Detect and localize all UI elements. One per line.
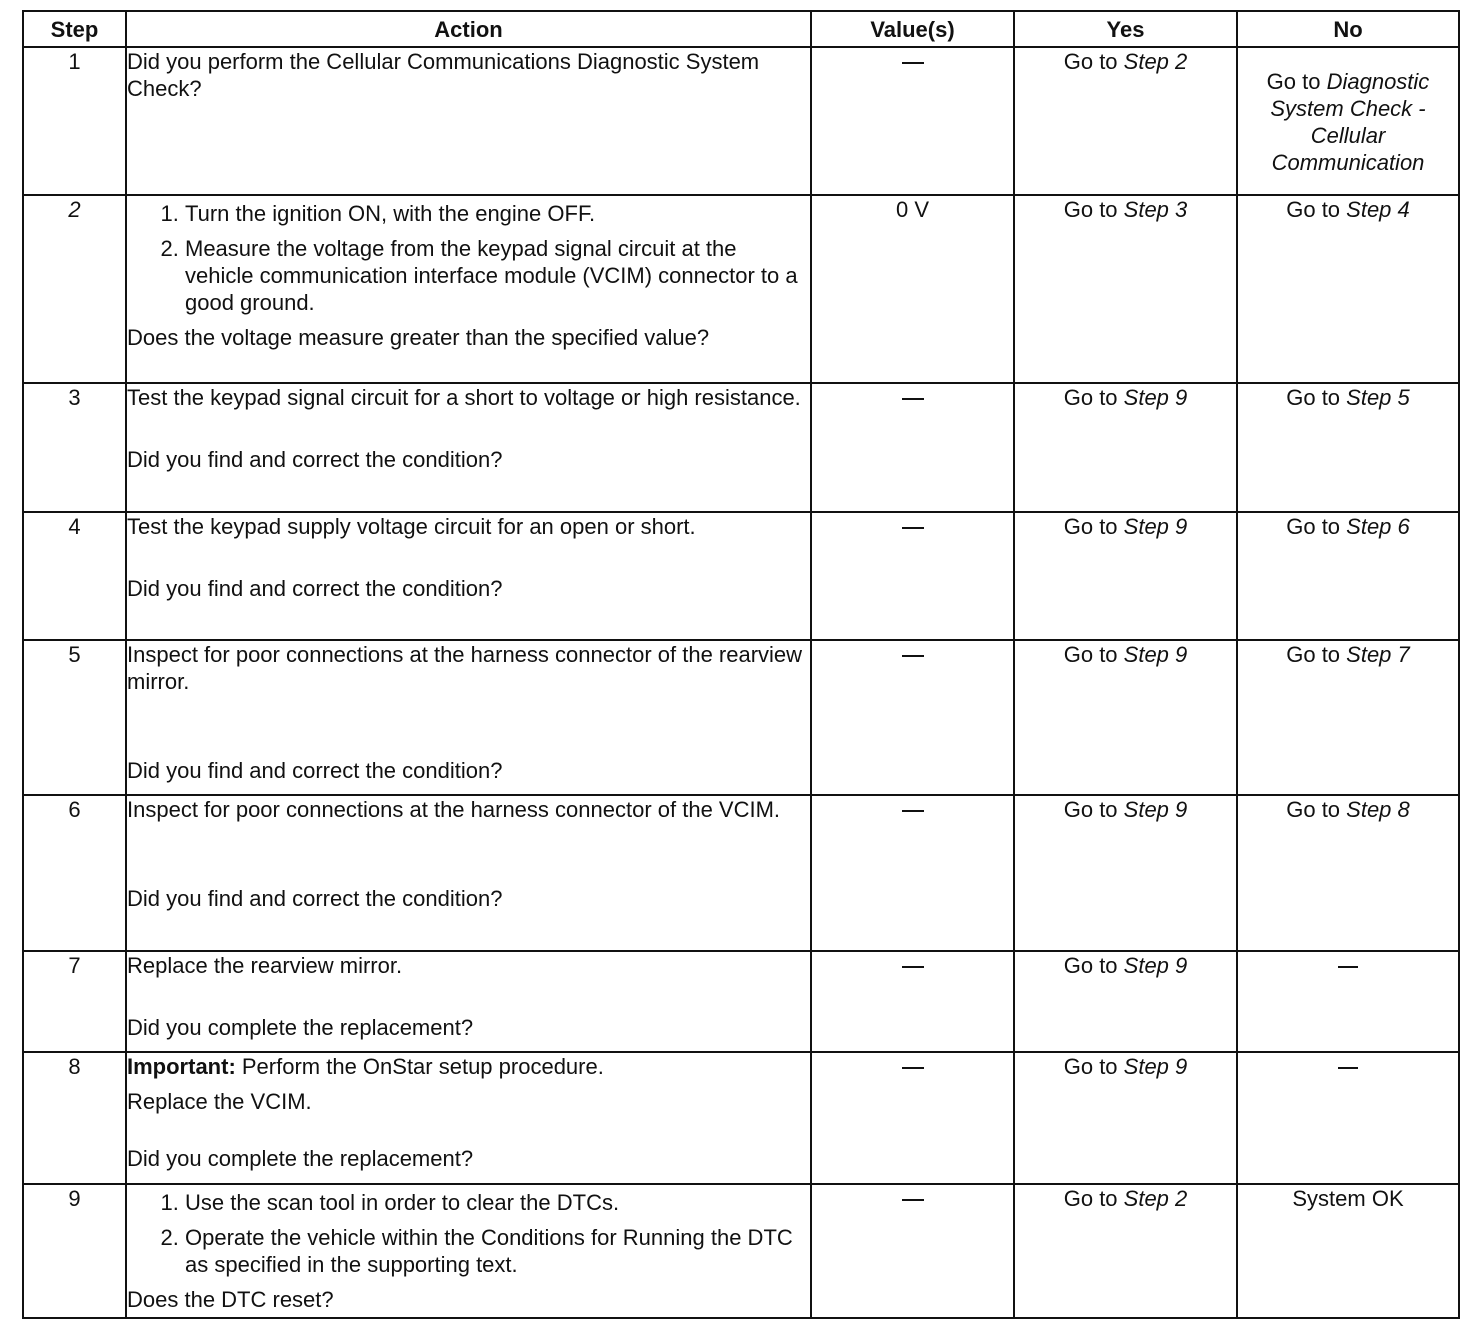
no-cell	[1237, 383, 1459, 512]
action-cell	[126, 47, 811, 195]
yes-prefix: Go to	[1063, 1186, 1124, 1211]
no-value-dash	[902, 398, 924, 400]
value-cell	[811, 951, 1014, 1052]
table-row	[23, 951, 1459, 1052]
yes-prefix: Go to	[1063, 642, 1124, 667]
table-row	[23, 640, 1459, 795]
header-no: No	[1237, 11, 1459, 47]
no-value-dash	[902, 1067, 924, 1069]
yes-step-link[interactable]: Step 9	[1123, 642, 1188, 667]
action-text: Inspect for poor connections at the harness connector of the rearview mirror.	[127, 642, 803, 694]
value-cell	[811, 1052, 1014, 1184]
action-cell	[126, 795, 811, 951]
step-number: 8	[23, 1052, 126, 1184]
no-value-dash	[902, 1199, 924, 1201]
value-cell	[811, 383, 1014, 512]
action-text: Inspect for poor connections at the harness connector of the VCIM.	[127, 797, 781, 822]
action-question: Did you find and correct the condition?	[127, 758, 503, 783]
no-prefix: Go to	[1286, 197, 1347, 222]
yes-prefix: Go to	[1063, 1054, 1124, 1079]
action-question: Does the voltage measure greater than the specified value?	[127, 325, 710, 350]
no-cell	[1237, 1052, 1459, 1184]
important-note	[127, 1053, 810, 1080]
yes-step-link[interactable]: Step 9	[1123, 953, 1188, 978]
header-step: Step	[23, 11, 126, 47]
action-steps-list	[127, 1189, 810, 1278]
no-prefix: Go to	[1266, 69, 1327, 94]
important-label: Important:	[127, 1054, 236, 1079]
action-text: Test the keypad supply voltage circuit for an open or short.	[127, 514, 696, 539]
yes-cell	[1014, 1184, 1237, 1318]
header-value: Value(s)	[811, 11, 1014, 47]
yes-step-link[interactable]: Step 9	[1123, 1054, 1188, 1079]
no-step-link[interactable]: Step 8	[1346, 797, 1410, 822]
yes-prefix: Go to	[1063, 514, 1124, 539]
no-prefix: Go to	[1286, 797, 1347, 822]
yes-cell	[1014, 512, 1237, 640]
no-step-link[interactable]: Step 7	[1346, 642, 1410, 667]
no-step-link[interactable]: Step 5	[1346, 385, 1410, 410]
yes-step-link[interactable]: Step 2	[1123, 49, 1188, 74]
value-cell	[811, 512, 1014, 640]
no-cell	[1237, 47, 1459, 195]
action-cell	[126, 195, 811, 383]
table-row	[23, 1184, 1459, 1318]
header-action: Action	[126, 11, 811, 47]
list-item: 2. Measure the voltage from the keypad signal circuit at the vehicle communication interface module (VCIM) connector to a good ground.	[185, 235, 810, 316]
action-question: Does the DTC reset?	[127, 1287, 334, 1312]
no-cell	[1237, 951, 1459, 1052]
action-question: Did you complete the replacement?	[127, 1015, 474, 1040]
value-cell	[811, 47, 1014, 195]
no-cell	[1237, 640, 1459, 795]
action-steps-list	[127, 200, 810, 316]
yes-cell	[1014, 1052, 1237, 1184]
action-text: Replace the VCIM.	[127, 1089, 312, 1114]
no-cell	[1237, 512, 1459, 640]
value-cell	[811, 640, 1014, 795]
yes-cell	[1014, 195, 1237, 383]
action-cell	[126, 951, 811, 1052]
no-link[interactable]: Diagnostic System Check - Cellular Communication	[1270, 69, 1430, 175]
action-cell	[126, 1184, 811, 1318]
no-value-dash	[902, 527, 924, 529]
yes-cell	[1014, 951, 1237, 1052]
value-cell	[811, 1184, 1014, 1318]
no-value-dash	[902, 62, 924, 64]
table-row	[23, 512, 1459, 640]
action-cell	[126, 383, 811, 512]
yes-prefix: Go to	[1063, 49, 1124, 74]
yes-prefix: Go to	[1063, 385, 1124, 410]
step-number: 1	[23, 47, 126, 195]
no-step-link[interactable]: Step 4	[1346, 197, 1410, 222]
no-prefix: Go to	[1286, 514, 1347, 539]
table-row	[23, 1052, 1459, 1184]
yes-cell	[1014, 795, 1237, 951]
action-cell	[126, 640, 811, 795]
yes-step-link[interactable]: Step 9	[1123, 797, 1188, 822]
step-number: 3	[23, 383, 126, 512]
action-cell	[126, 512, 811, 640]
no-prefix: Go to	[1286, 385, 1347, 410]
list-item: 1. Use the scan tool in order to clear the DTCs.	[185, 1189, 810, 1216]
action-cell	[126, 1052, 811, 1184]
step-number: 7	[23, 951, 126, 1052]
important-text: Perform the OnStar setup procedure.	[235, 1054, 604, 1079]
step-number: 9	[23, 1184, 126, 1318]
step-number: 2	[23, 195, 126, 383]
header-row	[23, 11, 1459, 47]
step-number: 5	[23, 640, 126, 795]
list-item: 2. Operate the vehicle within the Conditions for Running the DTC as specified in the supporting text.	[185, 1224, 810, 1278]
action-question: Did you find and correct the condition?	[127, 576, 503, 601]
yes-prefix: Go to	[1063, 197, 1124, 222]
no-step-link[interactable]: Step 6	[1346, 514, 1410, 539]
no-value-dash	[1338, 966, 1358, 968]
table-row	[23, 795, 1459, 951]
action-question: Did you find and correct the condition?	[127, 447, 503, 472]
yes-prefix: Go to	[1063, 953, 1124, 978]
header-yes: Yes	[1014, 11, 1237, 47]
no-value-dash	[902, 655, 924, 657]
yes-step-link[interactable]: Step 9	[1123, 385, 1188, 410]
list-item: 1. Turn the ignition ON, with the engine OFF.	[185, 200, 810, 227]
action-text: Did you perform the Cellular Communications Diagnostic System Check?	[127, 49, 760, 101]
yes-step-link[interactable]: Step 9	[1123, 514, 1188, 539]
action-text: Test the keypad signal circuit for a short to voltage or high resistance.	[127, 385, 801, 410]
no-prefix: Go to	[1286, 642, 1347, 667]
yes-cell	[1014, 47, 1237, 195]
action-question: Did you complete the replacement?	[127, 1146, 474, 1171]
action-question: Did you find and correct the condition?	[127, 886, 503, 911]
no-value-dash	[1338, 1067, 1358, 1069]
table-row	[23, 47, 1459, 195]
diagnostic-table	[22, 10, 1460, 1319]
no-cell	[1237, 795, 1459, 951]
action-text: Replace the rearview mirror.	[127, 953, 403, 978]
no-value-dash	[902, 966, 924, 968]
no-cell	[1237, 195, 1459, 383]
yes-prefix: Go to	[1063, 797, 1124, 822]
value-cell: 0 V	[811, 195, 1014, 383]
step-number: 4	[23, 512, 126, 640]
yes-cell	[1014, 640, 1237, 795]
yes-step-link[interactable]: Step 2	[1123, 1186, 1188, 1211]
table-row	[23, 195, 1459, 383]
yes-step-link[interactable]: Step 3	[1123, 197, 1188, 222]
step-number: 6	[23, 795, 126, 951]
no-value-dash	[902, 810, 924, 812]
table-row	[23, 383, 1459, 512]
no-cell: System OK	[1237, 1184, 1459, 1318]
value-cell	[811, 795, 1014, 951]
yes-cell	[1014, 383, 1237, 512]
